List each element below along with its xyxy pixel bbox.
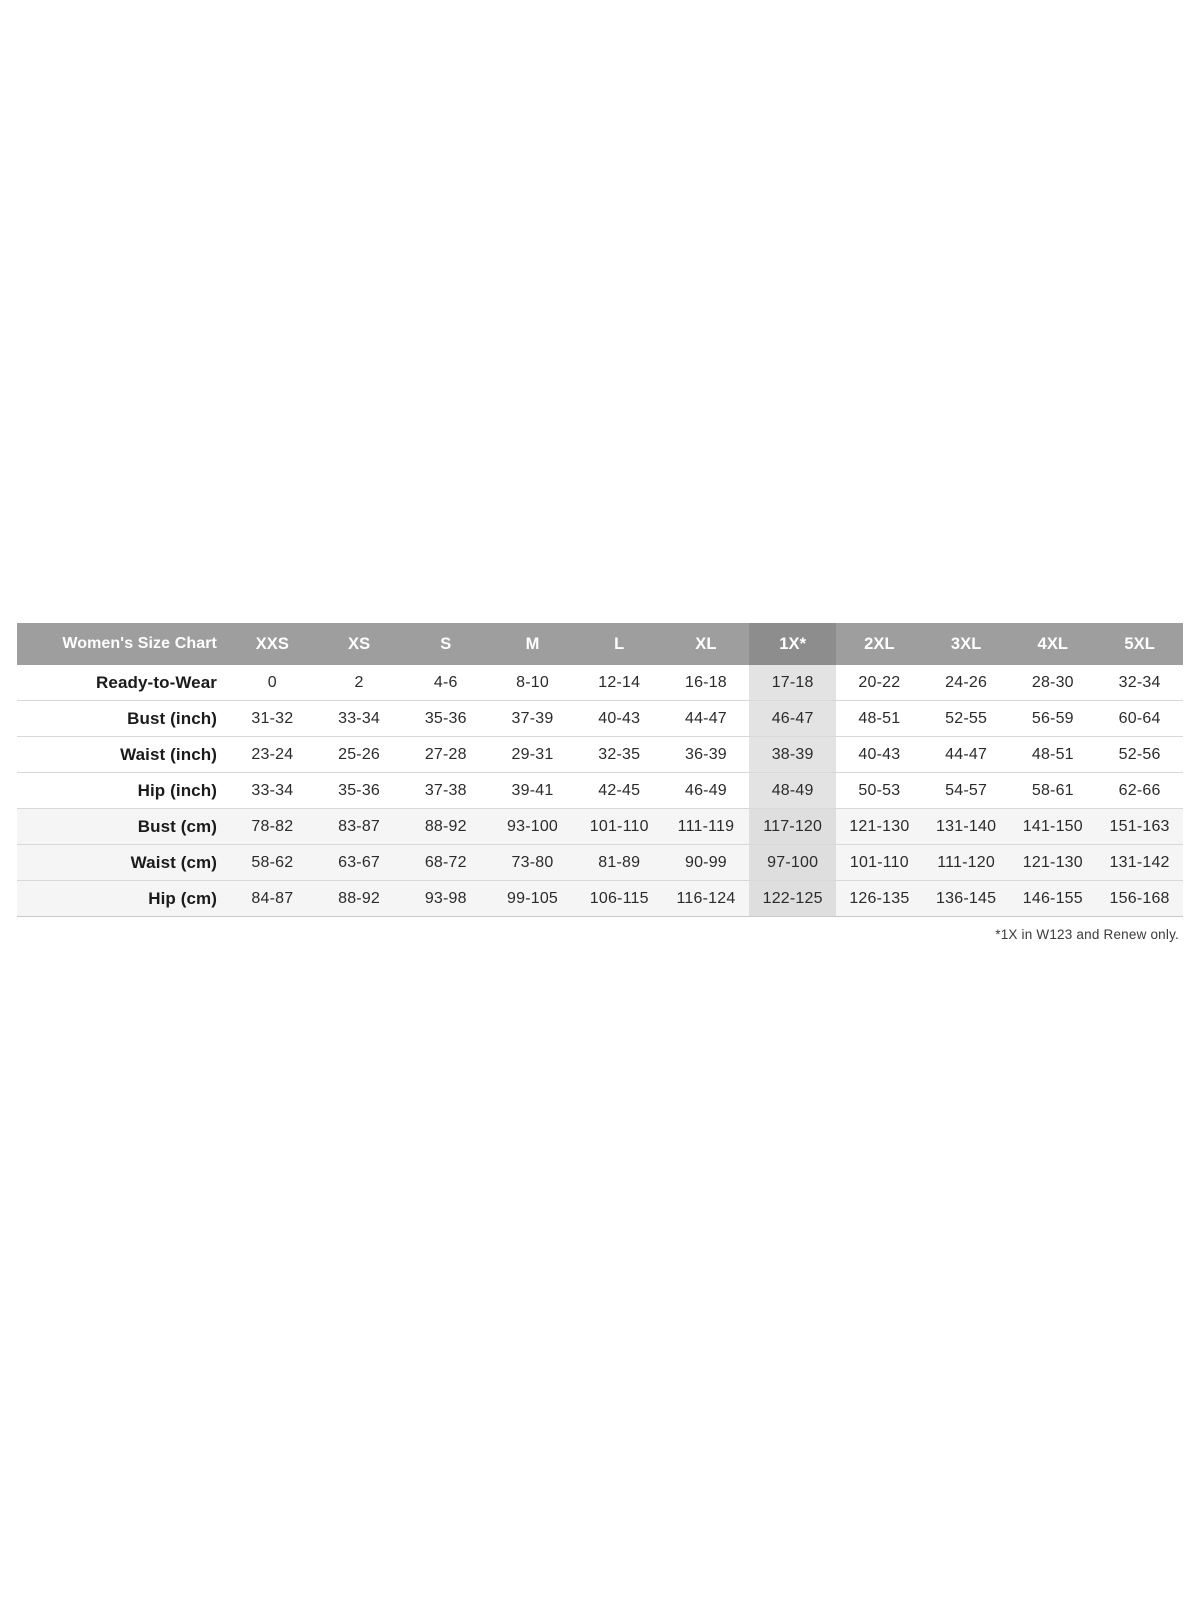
cell: 20-22	[858, 673, 901, 691]
cell: 60-64	[1118, 709, 1161, 727]
size-chart-container	[17, 623, 1183, 942]
row-label-hip-inch: Hip (inch)	[137, 780, 217, 800]
row-label-bust-cm: Bust (cm)	[137, 816, 217, 836]
cell: 156-168	[1109, 889, 1170, 907]
column-header-1x: 1X*	[749, 623, 836, 665]
cell: 40-43	[858, 745, 901, 763]
cell: 93-98	[424, 889, 467, 907]
cell: 32-35	[598, 745, 641, 763]
cell: 73-80	[511, 853, 554, 871]
cell: 29-31	[511, 745, 554, 763]
column-header-5xl: 5XL	[1124, 634, 1155, 653]
cell: 39-41	[511, 781, 554, 799]
row-label-ready-to-wear: Ready-to-Wear	[96, 672, 217, 692]
cell: 99-105	[507, 889, 559, 907]
cell-highlight: 17-18	[749, 665, 836, 701]
header-row	[17, 623, 1183, 665]
table-row	[17, 845, 1183, 881]
cell: 106-115	[589, 889, 649, 907]
cell: 42-45	[598, 781, 641, 799]
table-row	[17, 701, 1183, 737]
cell: 101-110	[589, 817, 649, 835]
column-header-m: M	[525, 634, 540, 653]
cell: 84-87	[251, 889, 294, 907]
cell: 116-124	[676, 889, 736, 907]
cell: 88-92	[424, 817, 467, 835]
column-header-3xl: 3XL	[950, 634, 982, 653]
table-header	[17, 623, 1183, 665]
column-header-4xl: 4XL	[1037, 634, 1069, 653]
cell: 37-39	[511, 709, 554, 727]
cell: 46-49	[684, 781, 727, 799]
table-row	[17, 881, 1183, 917]
cell-highlight: 117-120	[749, 809, 836, 845]
column-header-s: S	[440, 634, 452, 653]
cell: 23-24	[251, 745, 294, 763]
cell: 111-119	[677, 817, 735, 835]
cell: 81-89	[598, 853, 641, 871]
cell: 52-56	[1118, 745, 1161, 763]
cell-highlight: 122-125	[749, 881, 836, 917]
table-row	[17, 737, 1183, 773]
cell: 31-32	[251, 709, 294, 727]
chart-title: Women's Size Chart	[62, 635, 217, 652]
cell: 56-59	[1031, 709, 1074, 727]
cell: 32-34	[1118, 673, 1161, 691]
row-label-bust-inch: Bust (inch)	[127, 708, 217, 728]
column-header-xs: XS	[347, 634, 371, 653]
cell: 28-30	[1031, 673, 1074, 691]
row-label-waist-cm: Waist (cm)	[130, 852, 217, 872]
cell: 16-18	[684, 673, 727, 691]
cell: 88-92	[338, 889, 381, 907]
cell: 111-120	[937, 853, 995, 871]
cell: 63-67	[338, 853, 381, 871]
cell: 151-163	[1109, 817, 1170, 835]
cell: 83-87	[338, 817, 381, 835]
table-row	[17, 665, 1183, 701]
cell: 0	[267, 673, 277, 691]
cell: 27-28	[424, 745, 467, 763]
cell-highlight: 97-100	[749, 845, 836, 881]
cell-highlight: 48-49	[749, 773, 836, 809]
cell: 52-55	[945, 709, 988, 727]
cell: 4-6	[433, 673, 458, 691]
cell: 35-36	[424, 709, 467, 727]
cell: 40-43	[598, 709, 641, 727]
cell-highlight: 38-39	[749, 737, 836, 773]
column-header-l: L	[614, 634, 625, 653]
cell: 131-142	[1109, 853, 1170, 871]
cell: 35-36	[338, 781, 381, 799]
column-header-xl: XL	[695, 634, 717, 653]
cell-highlight: 46-47	[749, 701, 836, 737]
cell: 36-39	[684, 745, 727, 763]
column-header-2xl: 2XL	[864, 634, 895, 653]
cell: 25-26	[338, 745, 381, 763]
cell: 12-14	[598, 673, 641, 691]
cell: 44-47	[684, 709, 727, 727]
cell: 2	[354, 673, 364, 691]
cell: 58-62	[251, 853, 294, 871]
cell: 50-53	[858, 781, 901, 799]
cell: 33-34	[251, 781, 294, 799]
column-header-xxs: XXS	[255, 634, 290, 653]
table-row	[17, 773, 1183, 809]
cell: 48-51	[1031, 745, 1074, 763]
cell: 58-61	[1031, 781, 1074, 799]
cell: 93-100	[507, 817, 559, 835]
cell: 62-66	[1118, 781, 1161, 799]
table-row	[17, 809, 1183, 845]
cell: 136-145	[936, 889, 997, 907]
cell: 126-135	[849, 889, 910, 907]
cell: 101-110	[849, 853, 909, 871]
womens-size-chart-table	[17, 623, 1183, 917]
cell: 90-99	[684, 853, 727, 871]
cell: 37-38	[424, 781, 467, 799]
cell: 146-155	[1022, 889, 1083, 907]
cell: 33-34	[338, 709, 381, 727]
cell: 121-130	[849, 817, 910, 835]
cell: 121-130	[1022, 853, 1083, 871]
cell: 54-57	[945, 781, 988, 799]
table-body	[17, 665, 1183, 917]
cell: 44-47	[945, 745, 988, 763]
cell: 48-51	[858, 709, 901, 727]
cell: 131-140	[936, 817, 997, 835]
cell: 141-150	[1022, 817, 1083, 835]
row-label-waist-inch: Waist (inch)	[120, 744, 217, 764]
footnote: *1X in W123 and Renew only.	[995, 927, 1179, 942]
cell: 68-72	[424, 853, 467, 871]
cell: 8-10	[516, 673, 549, 691]
row-label-hip-cm: Hip (cm)	[148, 888, 217, 908]
cell: 24-26	[945, 673, 988, 691]
cell: 78-82	[251, 817, 294, 835]
